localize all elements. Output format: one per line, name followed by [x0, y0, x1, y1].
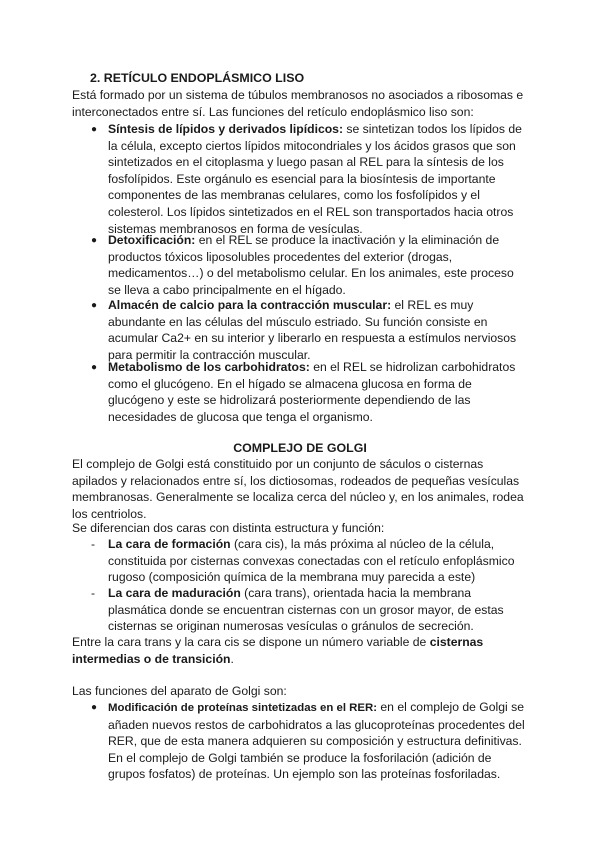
- bullet-icon: ●: [91, 235, 98, 246]
- item-text: en el REL se hidrolizan carbohidratos como el glucógeno. En el hígado se almacena glucosa en forma de glucógeno y este se hidrolizará posteriormente dependiendo de las necesidades de glucosa que tenga el organismo.: [108, 360, 516, 424]
- face-text: (cara trans), orientada hacia la membrana plasmática donde se encuentran cisternas con un grosor mayor, de estas cisternas se originan numerosas vesículas o gránulos de secreción.: [108, 586, 504, 634]
- golgi-function-modificacion: [108, 699, 528, 783]
- bullet-icon: ●: [91, 702, 98, 713]
- dash-marker: -: [91, 537, 96, 551]
- rel-item-calcio: [108, 297, 528, 363]
- bullet-icon: ●: [91, 124, 98, 135]
- item-term: Metabolismo de los carbohidratos:: [108, 360, 310, 374]
- bullet-icon: ●: [91, 300, 98, 311]
- item-term: Síntesis de lípidos y derivados lipídicos:: [108, 122, 344, 136]
- rel-item-lipidos: [108, 121, 528, 237]
- section-title-rel: 2. RETÍCULO ENDOPLÁSMICO LISO: [90, 71, 305, 85]
- rel-item-detox: [108, 232, 528, 298]
- function-text: en el complejo de Golgi se añaden nuevos restos de carbohidratos a las glucoproteínas procedentes del RER, que de esta manera adquieren su composición y estructura definitivas. En el complejo de Golgi también se produce la fosforilación (adición de grupos fosfatos) de proteínas. Un ejemplo son las proteínas fosforiladas.: [108, 700, 525, 782]
- golgi-functions-intro: Las funciones del aparato de Golgi son:: [72, 684, 287, 698]
- bullet-icon: ●: [91, 362, 98, 373]
- rel-intro: Está formado por un sistema de túbulos membranosos no asociados a ribosomas e interconectados entre sí. Las funciones del retículo endoplásmico liso son:: [72, 88, 524, 119]
- dash-marker: -: [91, 586, 96, 600]
- golgi-faces-intro: Se diferencian dos caras con distinta estructura y función:: [72, 521, 385, 535]
- face-text: (cara cis), la más próxima al núcleo de la célula, constituida por cisternas convexas conectadas con el retículo enfoplásmico rugoso (composición química de la membrana muy parecida a este): [108, 537, 515, 585]
- golgi-intro: El complejo de Golgi está constituido por un conjunto de sáculos o cisternas apilados y relacionados entre sí, los dictiosomas, rodeados de pequeñas vesículas membranosas. Generalmente se localiza cerca del núcleo y, en los animales, rodea los centriolos.: [72, 457, 524, 521]
- golgi-between: [72, 634, 528, 667]
- item-term: Detoxificación:: [108, 233, 196, 247]
- section-title-golgi: COMPLEJO DE GOLGI: [233, 441, 367, 455]
- rel-item-carbohidratos: [108, 359, 528, 425]
- item-text: se sintetizan todos los lípidos de la célula, excepto ciertos lípidos mitocondriales y los ácidos grasos que son sintetizados en el citoplasma y luego pasan al REL para la síntesis de los fosfolípidos. Este orgánulo es esencial para la biosíntesis de importante componentes de las membranas celulares, como los fosfolípidos y el colesterol. Los lípidos sintetizados en el REL son transportados hacia otros sistemas membranosos en forma de vesículas.: [108, 122, 522, 236]
- between-term: cisternas intermedias o de transición: [72, 635, 484, 666]
- function-term: Modificación de proteínas sintetizadas en el RER:: [108, 702, 377, 714]
- item-term: Almacén de calcio para la contracción muscular:: [108, 298, 392, 312]
- face-term: La cara de maduración: [108, 586, 241, 600]
- golgi-face-trans: [108, 585, 528, 635]
- item-text: el REL es muy abundante en las células del músculo estriado. Su función consiste en acumular Ca2+ en su interior y liberarlo en respuesta a estímulos nerviosos para permitir la contracción muscular.: [108, 298, 517, 362]
- face-term: La cara de formación: [108, 537, 231, 551]
- between-end: .: [230, 651, 234, 666]
- item-text: en el REL se produce la inactivación y la eliminación de productos tóxicos liposolubles procedentes del exterior (drogas, medicamentos…) o del metabolismo celular. En los animales, este proceso se lleva a cabo principalmente en el hígado.: [108, 233, 514, 297]
- golgi-face-cis: [108, 536, 528, 586]
- between-text: Entre la cara trans y la cara cis se dispone un número variable de: [72, 635, 430, 649]
